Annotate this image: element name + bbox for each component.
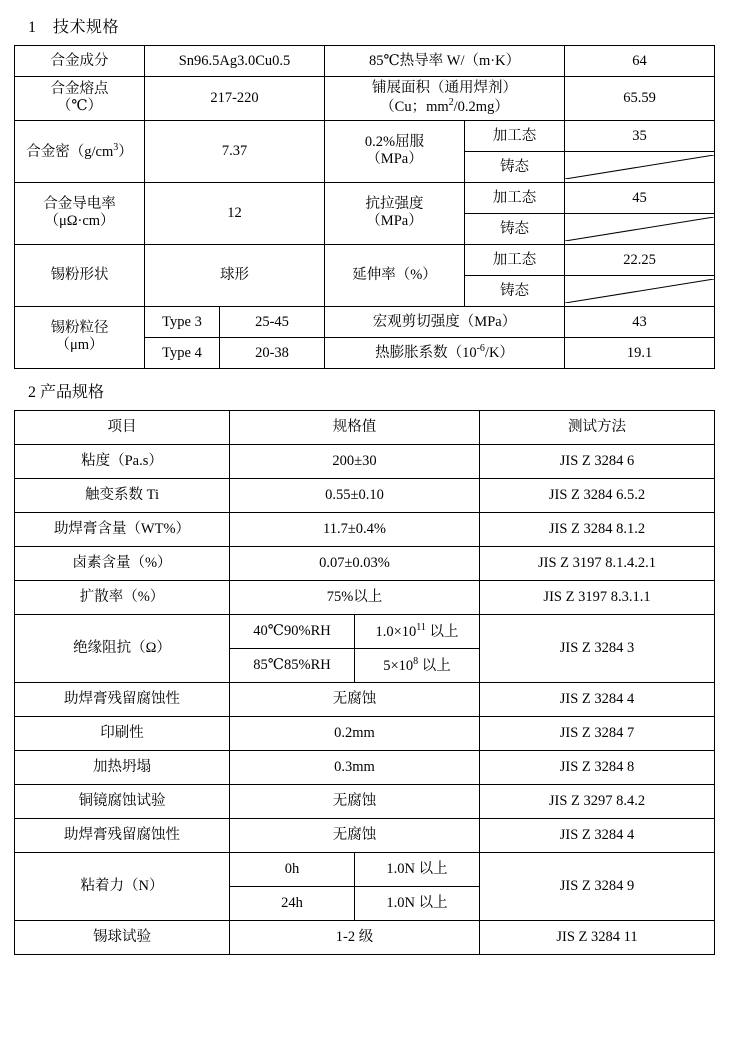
elongation-value-worked: 22.25	[565, 244, 715, 275]
table-row	[15, 818, 715, 852]
tensile-strength-value-worked: 45	[565, 182, 715, 213]
row-spec-spread-rate: 75%以上	[230, 580, 480, 614]
row-spec-printability: 0.2mm	[230, 716, 480, 750]
row-item-flux-content: 助焊膏含量（WT%）	[15, 512, 230, 546]
powder-size-label: 锡粉粒径 （μm）	[15, 306, 145, 368]
table-row	[15, 512, 715, 546]
row-method-printability: JIS Z 3284 7	[480, 716, 715, 750]
conductivity-label: 合金导电率 （μΩ·cm）	[15, 182, 145, 244]
alloy-density-label: 合金密$(g/cm^3)$	[15, 120, 145, 182]
technical-specifications-table	[14, 45, 715, 369]
spread-area-label: 铺展面积（通用焊剂） （Cu；$mm^2/0.2mg$）	[325, 77, 565, 121]
tack-cond-1: 0h	[230, 852, 355, 886]
insulation-value-1: $1.0\times 10^{11}$ 以上	[355, 614, 480, 648]
insulation-cond-1: 40℃90%RH	[230, 614, 355, 648]
header-spec: 规格值	[230, 410, 480, 444]
spread-area-label-line2: （Cu；$mm^2/0.2mg$）	[380, 97, 509, 116]
row-item-flux-residue-corrosion-1: 助焊膏残留腐蚀性	[15, 682, 230, 716]
table-row	[15, 306, 715, 337]
yield-strength-value-worked: 35	[565, 120, 715, 151]
tensile-strength-state-cast: 铸态	[465, 213, 565, 244]
row-spec-viscosity: 200±30	[230, 444, 480, 478]
table-row	[15, 784, 715, 818]
powder-shape-label: 锡粉形状	[15, 244, 145, 306]
row-item-thixotropy: 触变系数 Ti	[15, 478, 230, 512]
powder-type-4: Type 4	[145, 337, 220, 368]
row-method-insulation-resistance: JIS Z 3284 3	[480, 614, 715, 682]
section-title-1: 技术规格	[53, 19, 120, 36]
section-heading-1	[28, 14, 716, 37]
macro-shear-strength-label: 宏观剪切强度（MPa）	[325, 306, 565, 337]
insulation-value-2: $5\times 10^8$ 以上	[355, 648, 480, 682]
row-spec-halogen: 0.07±0.03%	[230, 546, 480, 580]
table-row	[15, 580, 715, 614]
row-item-copper-mirror: 铜镜腐蚀试验	[15, 784, 230, 818]
thermal-conductivity-label: 85℃热导率 W/（m·K）	[325, 46, 565, 77]
row-method-flux-residue-corrosion-2: JIS Z 3284 4	[480, 818, 715, 852]
header-item: 项目	[15, 410, 230, 444]
table-row	[15, 244, 715, 275]
powder-type-3-value: 25-45	[220, 306, 325, 337]
section-title-2: 产品规格	[40, 383, 105, 401]
melting-point-value: 217-220	[145, 77, 325, 121]
row-method-thixotropy: JIS Z 3284 6.5.2	[480, 478, 715, 512]
row-method-solder-ball: JIS Z 3284 11	[480, 920, 715, 954]
elongation-state-cast: 铸态	[465, 275, 565, 306]
header-method: 测试方法	[480, 410, 715, 444]
row-item-flux-residue-corrosion-2: 助焊膏残留腐蚀性	[15, 818, 230, 852]
tensile-strength-value-cast-empty	[565, 213, 715, 244]
table-row	[15, 444, 715, 478]
table-row	[15, 852, 715, 886]
thermal-expansion-label: 热膨胀系数$(10^{-6}/K)$	[325, 337, 565, 368]
table-row	[15, 614, 715, 648]
row-spec-slump: 0.3mm	[230, 750, 480, 784]
table-row	[15, 46, 715, 77]
row-item-solder-ball: 锡球试验	[15, 920, 230, 954]
table-row	[15, 750, 715, 784]
tensile-strength-state-worked: 加工态	[465, 182, 565, 213]
row-spec-copper-mirror: 无腐蚀	[230, 784, 480, 818]
tack-value-1: 1.0N 以上	[355, 852, 480, 886]
alloy-composition-label: 合金成分	[15, 46, 145, 77]
powder-type-4-value: 20-38	[220, 337, 325, 368]
table-row	[15, 546, 715, 580]
yield-strength-state-worked: 加工态	[465, 120, 565, 151]
row-item-tack-force: 粘着力（N）	[15, 852, 230, 920]
powder-type-3: Type 3	[145, 306, 220, 337]
table-row	[15, 478, 715, 512]
row-item-viscosity: 粘度（Pa.s）	[15, 444, 230, 478]
elongation-label: 延伸率（%）	[325, 244, 465, 306]
conductivity-value: 12	[145, 182, 325, 244]
tack-value-2: 1.0N 以上	[355, 886, 480, 920]
row-item-halogen: 卤素含量（%）	[15, 546, 230, 580]
row-method-copper-mirror: JIS Z 3297 8.4.2	[480, 784, 715, 818]
thermal-conductivity-value: 64	[565, 46, 715, 77]
row-spec-solder-ball: 1-2 级	[230, 920, 480, 954]
tensile-strength-label: 抗拉强度 （MPa）	[325, 182, 465, 244]
yield-strength-state-cast: 铸态	[465, 151, 565, 182]
row-method-slump: JIS Z 3284 8	[480, 750, 715, 784]
table-row	[15, 682, 715, 716]
row-method-flux-residue-corrosion-1: JIS Z 3284 4	[480, 682, 715, 716]
table-row	[15, 77, 715, 121]
tack-cond-2: 24h	[230, 886, 355, 920]
table-header-row	[15, 410, 715, 444]
yield-strength-value-cast-empty	[565, 151, 715, 182]
thermal-expansion-value: 19.1	[565, 337, 715, 368]
row-item-printability: 印刷性	[15, 716, 230, 750]
row-method-viscosity: JIS Z 3284 6	[480, 444, 715, 478]
table-row	[15, 716, 715, 750]
melting-point-label: 合金熔点 （℃）	[15, 77, 145, 121]
section-heading-2	[28, 379, 716, 402]
row-spec-thixotropy: 0.55±0.10	[230, 478, 480, 512]
row-method-flux-content: JIS Z 3284 8.1.2	[480, 512, 715, 546]
row-item-spread-rate: 扩散率（%）	[15, 580, 230, 614]
spread-area-value: 65.59	[565, 77, 715, 121]
powder-shape-value: 球形	[145, 244, 325, 306]
table-row	[15, 120, 715, 151]
product-specifications-table	[14, 410, 715, 955]
row-item-insulation-resistance: 绝缘阻抗（Ω）	[15, 614, 230, 682]
row-method-halogen: JIS Z 3197 8.1.4.2.1	[480, 546, 715, 580]
section-number-2: 2	[28, 383, 36, 401]
row-item-slump: 加热坍塌	[15, 750, 230, 784]
alloy-composition-value: Sn96.5Ag3.0Cu0.5	[145, 46, 325, 77]
row-spec-flux-residue-corrosion-2: 无腐蚀	[230, 818, 480, 852]
row-spec-flux-residue-corrosion-1: 无腐蚀	[230, 682, 480, 716]
alloy-density-value: 7.37	[145, 120, 325, 182]
row-spec-flux-content: 11.7±0.4%	[230, 512, 480, 546]
yield-strength-label: 0.2%屈服 （MPa）	[325, 120, 465, 182]
macro-shear-strength-value: 43	[565, 306, 715, 337]
table-row	[15, 182, 715, 213]
row-method-tack-force: JIS Z 3284 9	[480, 852, 715, 920]
elongation-state-worked: 加工态	[465, 244, 565, 275]
insulation-cond-2: 85℃85%RH	[230, 648, 355, 682]
table-row	[15, 920, 715, 954]
elongation-value-cast-empty	[565, 275, 715, 306]
row-method-spread-rate: JIS Z 3197 8.3.1.1	[480, 580, 715, 614]
section-number-1: 1	[28, 19, 37, 36]
